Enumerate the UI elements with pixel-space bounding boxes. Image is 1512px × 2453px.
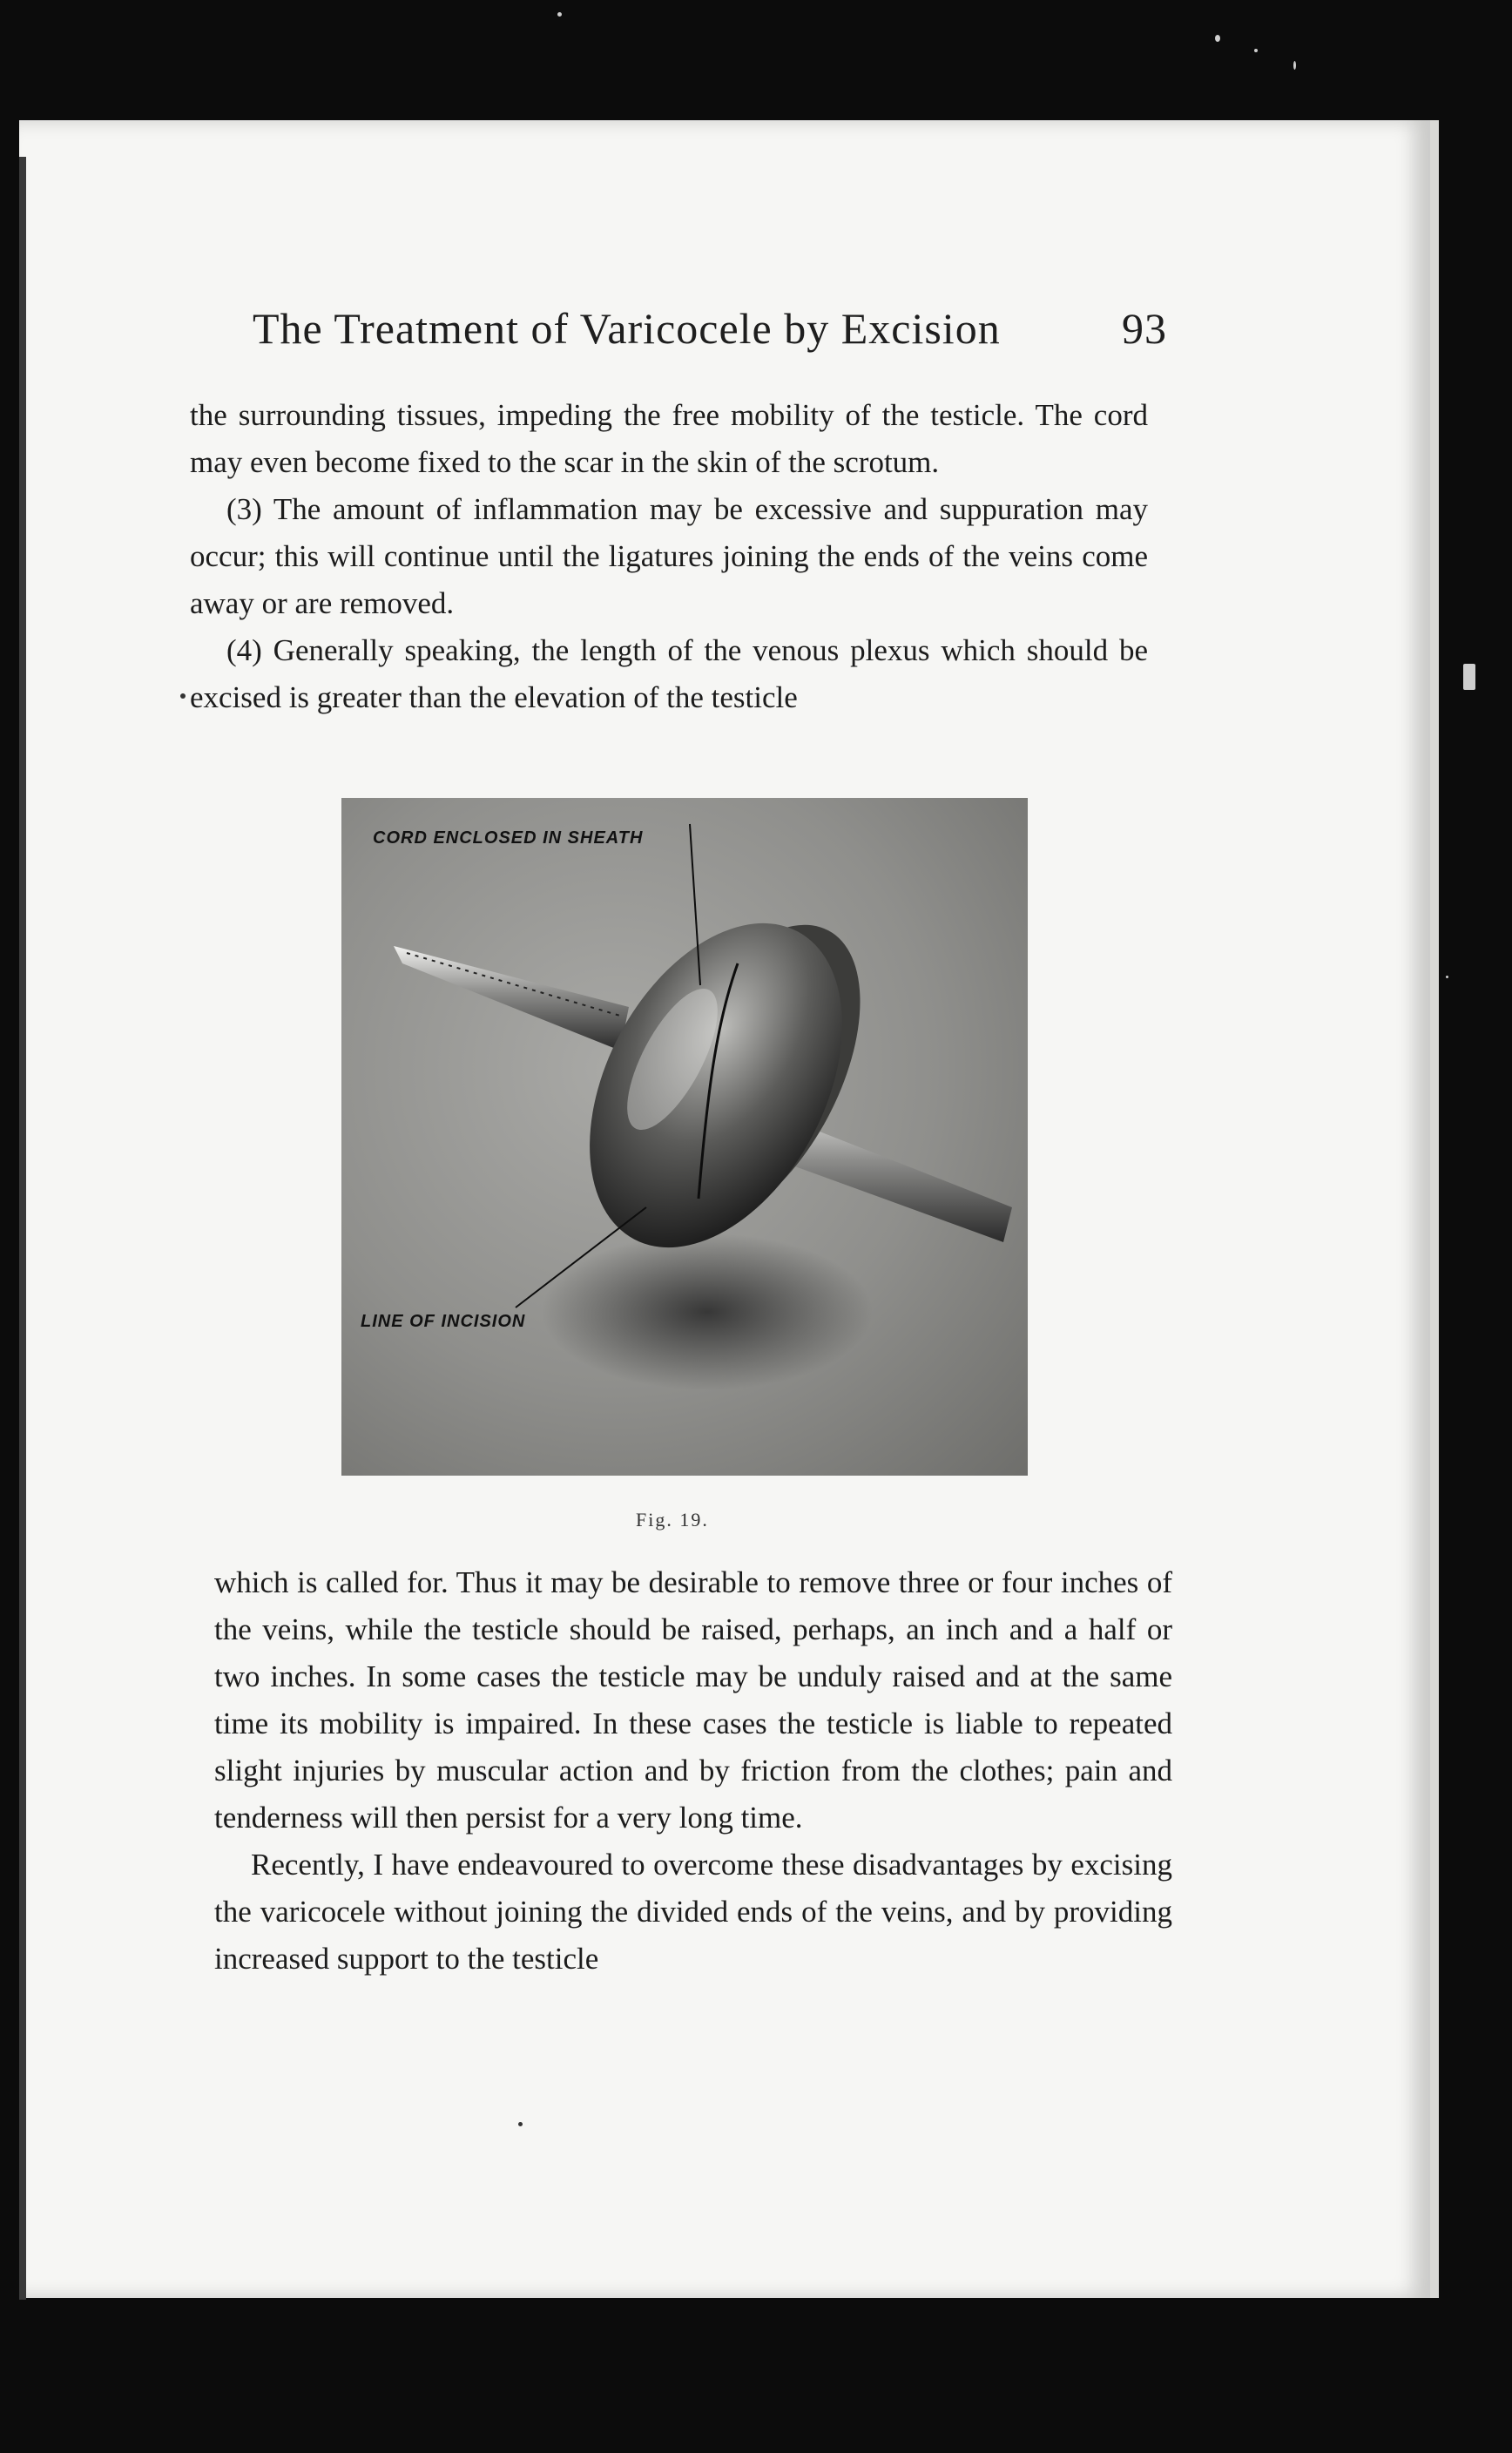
paragraph: which is called for. Thus it may be desirable to remove three or four inches of the veins, while the testicle should be raised, perhaps, an inch and a half or two inches. In some cases the testicle may be unduly raised and at the same time its mobility is impaired. In these cases the testicle is liable to repeated slight injuries by muscular action and by friction from the clothes; pain and tenderness will then persist for a very long time. (214, 1565, 1172, 1835)
figure-caption: Fig. 19. (636, 1509, 709, 1531)
scan-speck (1463, 664, 1475, 690)
page-gutter (19, 157, 26, 2300)
body-text-bottom (214, 1559, 1172, 1983)
body-text-top (190, 392, 1148, 721)
paragraph: the surrounding tissues, impeding the free mobility of the testicle. The cord may even become fixed to the scar in the skin of the scrotum. (190, 398, 1148, 479)
margin-dot (518, 2122, 523, 2126)
paragraph: (3) The amount of inflammation may be excessive and suppuration may occur; this will continue until the ligatures joining the ends of the veins come away or are removed. (190, 492, 1148, 620)
paragraph: (4) Generally speaking, the length of the venous plexus which should be excised is greater than the elevation of the testicle (190, 633, 1148, 714)
cord-sheath-drawing (341, 798, 1028, 1476)
figure-label-sheath: CORD ENCLOSED IN SHEATH (373, 828, 644, 848)
scan-speck (1446, 976, 1448, 978)
figure-illustration (341, 798, 1028, 1476)
scan-speck (1215, 35, 1220, 42)
figure-label-incision: LINE OF INCISION (361, 1312, 526, 1331)
paragraph: Recently, I have endeavoured to overcome these disadvantages by excising the varicocele without joining the divided ends of the veins, and by providing increased support to the testicle (214, 1848, 1172, 1976)
scan-speck (557, 12, 562, 17)
running-head-title: The Treatment of Varicocele by Excision (253, 304, 1001, 353)
scan-speck (1293, 61, 1296, 70)
running-head (253, 303, 1167, 354)
scan-speck (1254, 49, 1258, 52)
page-number: 93 (1122, 304, 1167, 353)
margin-dot (180, 693, 186, 699)
